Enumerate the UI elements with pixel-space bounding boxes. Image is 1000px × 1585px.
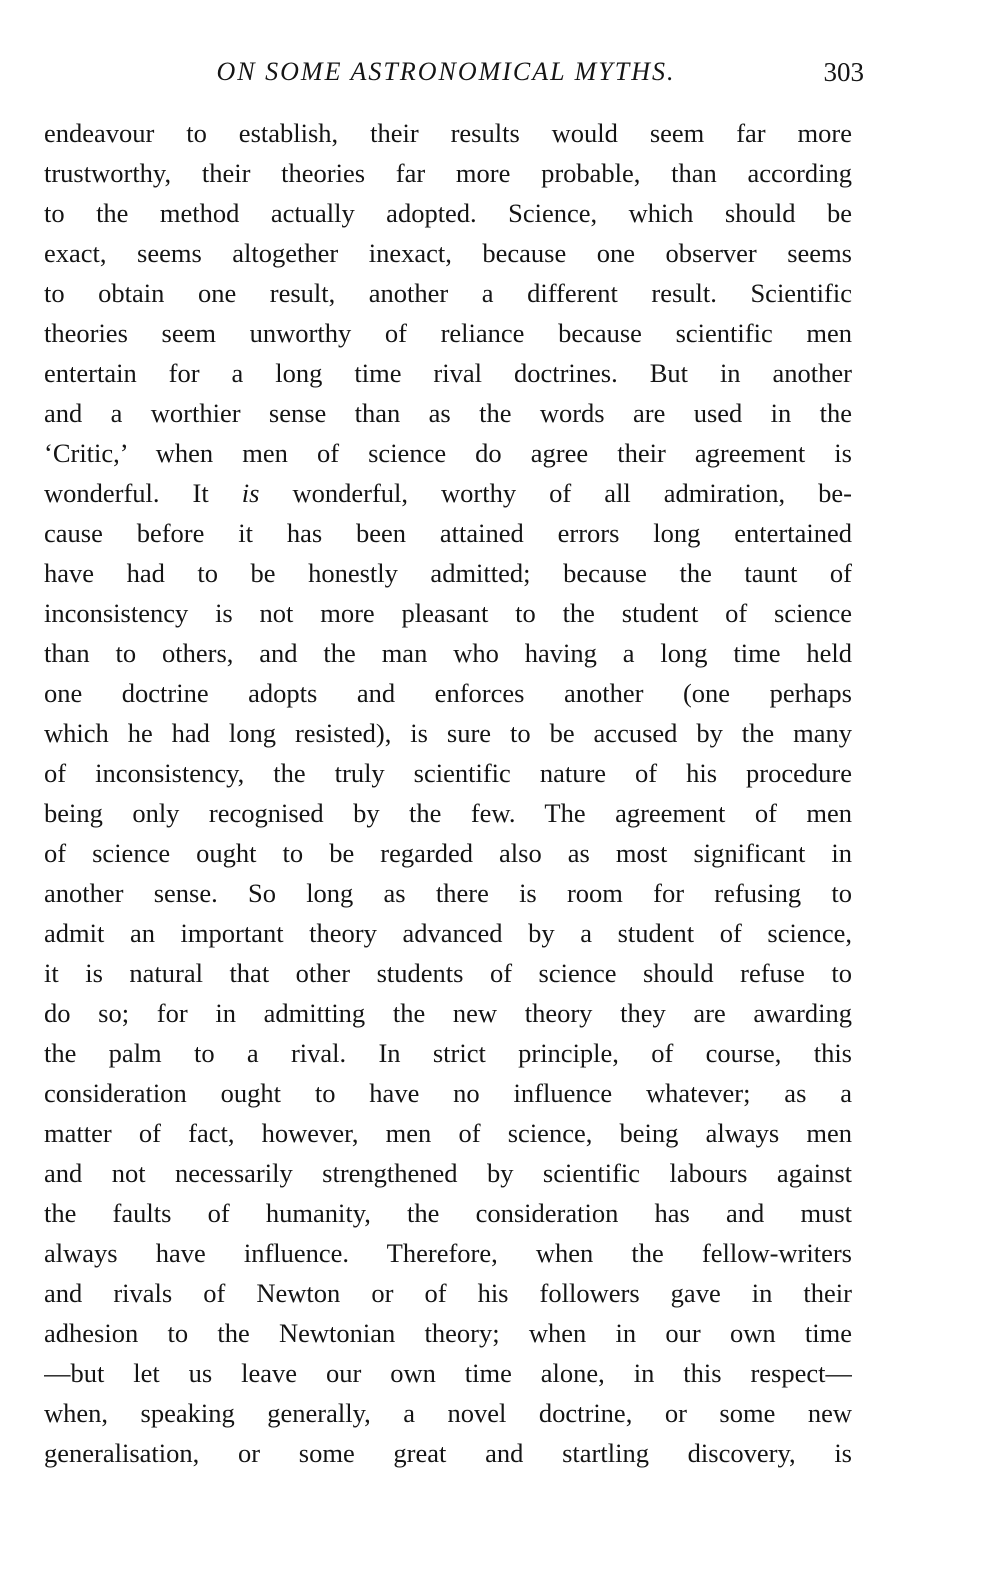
text-line: of science ought to be regarded also as most significant in: [44, 838, 852, 868]
text-line: trustworthy, their theories far more probable, than according: [44, 158, 852, 188]
running-title: ON SOME ASTRONOMICAL MYTHS.: [216, 57, 676, 86]
page-number: 303: [823, 57, 864, 87]
text-line: to the method actually adopted. Science, which should be: [44, 198, 852, 228]
text-line: do so; for in admitting the new theory they are awarding: [44, 998, 852, 1028]
text-line: inconsistency is not more pleasant to the student of science: [44, 598, 852, 628]
running-head: [44, 52, 864, 92]
text-line: one doctrine adopts and enforces another (one perhaps: [44, 678, 852, 708]
text-line: cause before it has been attained errors long entertained: [44, 518, 852, 548]
text-line: and not necessarily strengthened by scientific labours against: [44, 1158, 852, 1188]
text-line: than to others, and the man who having a long time held: [44, 638, 852, 668]
text-line: always have influence. Therefore, when the fellow-writers: [44, 1238, 852, 1268]
text-line: theories seem unworthy of reliance because scientific men: [44, 318, 852, 348]
text-line: of inconsistency, the truly scientific nature of his procedure: [44, 758, 852, 788]
text-line: have had to be honestly admitted; because the taunt of: [44, 558, 852, 588]
text-line: and a worthier sense than as the words are used in the: [44, 398, 852, 428]
text-line: the faults of humanity, the consideration has and must: [44, 1198, 852, 1228]
text-line: being only recognised by the few. The agreement of men: [44, 798, 852, 828]
text-line: the palm to a rival. In strict principle, of course, this: [44, 1038, 852, 1068]
text-line: entertain for a long time rival doctrines. But in another: [44, 358, 852, 388]
text-line: —but let us leave our own time alone, in this respect—: [44, 1358, 852, 1388]
text-line: admit an important theory advanced by a student of science,: [44, 918, 852, 948]
text-line: to obtain one result, another a different result. Scientific: [44, 278, 852, 308]
emphasized-word: is: [241, 478, 260, 508]
text-line: adhesion to the Newtonian theory; when in our own time: [44, 1318, 852, 1348]
text-line: it is natural that other students of science should refuse to: [44, 958, 852, 988]
text-line: which he had long resisted), is sure to be accused by the many: [44, 718, 852, 748]
text-line: and rivals of Newton or of his followers gave in their: [44, 1278, 852, 1308]
text-line: another sense. So long as there is room for refusing to: [44, 878, 852, 908]
line-part: wonderful, worthy of all admiration, be-: [259, 478, 852, 508]
body-text: [44, 113, 852, 1473]
text-line-with-emphasis: [44, 473, 852, 513]
line-part: wonderful. It: [44, 478, 242, 508]
text-line: generalisation, or some great and startling discovery, is: [44, 1438, 852, 1468]
text-line: matter of fact, however, men of science, being always men: [44, 1118, 852, 1148]
text-line: consideration ought to have no influence whatever; as a: [44, 1078, 852, 1108]
text-line: endeavour to establish, their results would seem far more: [44, 118, 852, 148]
text-line: exact, seems altogether inexact, because one observer seems: [44, 238, 852, 268]
text-line: when, speaking generally, a novel doctrine, or some new: [44, 1398, 852, 1428]
text-line: ‘Critic,’ when men of science do agree their agreement is: [44, 438, 852, 468]
